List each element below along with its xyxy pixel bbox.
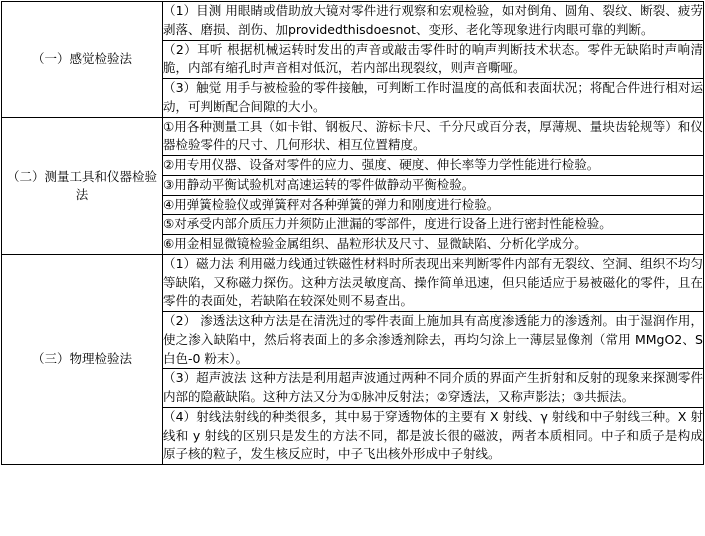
method-item: （3）超声波法 这种方法是利用超声波通过两种不同介质的界面产生折射和反射的现象来探测零件内部的隐蔽缺陷。这种方法又分为①脉冲反射法；②穿透法，又称声影法；③共振法。 [163, 369, 704, 408]
method-item: （1）磁力法 利用磁力线通过铁磁性材料时所表现出来判断零件内部有无裂纹、空洞、组织不均匀等缺陷，又称磁力探伤。这种方法灵敏度高、操作简单迅速，但只能适应于易被磁化的零件，且在零件的表面处，若缺陷在较深处则不易查出。 [163, 254, 704, 311]
category-label: （二）测量工具和仪器检验法 [6, 168, 157, 202]
method-item: （2）耳听 根据机械运转时发出的声音或敲击零件时的响声判断技术状态。零件无缺陷时声响清脆，内部有缩孔时声音相对低沉，若内部出现裂纹，则声音嘶哑。 [163, 40, 704, 79]
method-item: （3）触觉 用手与被检验的零件接触，可判断工作时温度的高低和表面状况；将配合件进行相对运动，可判断配合间隙的大小。 [163, 79, 704, 118]
category-cell-physical [2, 254, 163, 464]
method-item: ④用弹簧检验仪或弹簧秤对各种弹簧的弹力和刚度进行检验。 [163, 195, 704, 215]
category-label: （一）感觉检验法 [31, 51, 132, 67]
table-row [2, 254, 704, 311]
category-cell-measuring [2, 117, 163, 254]
method-item: ⑤对承受内部介质压力并须防止泄漏的零部件，度进行设备上进行密封性能检验。 [163, 215, 704, 235]
table-body [2, 2, 704, 465]
method-item: ②用专用仪器、设备对零件的应力、强度、硬度、伸长率等力学性能进行检验。 [163, 156, 704, 176]
category-label: （三）物理检验法 [31, 351, 132, 367]
inspection-methods-table [1, 1, 704, 465]
table-row [2, 117, 704, 156]
method-item: （1）目测 用眼睛或借助放大镜对零件进行观察和宏观检验，如对倒角、圆角、裂纹、断裂、疲劳剥落、磨损、剖伤、加providedthisdoesnot、变形、老化等现象进行肉眼可靠的判断。 [163, 2, 704, 41]
method-item: ①用各种测量工具（如卡钳、钢板尺、游标卡尺、千分尺或百分表，厚薄规、量块齿轮规等）和仪器检验零件的尺寸、几何形状、相互位置精度。 [163, 117, 704, 156]
method-item: （2） 渗透法这种方法是在清洗过的零件表面上施加具有高度渗透能力的渗透剂。由于湿润作用，使之渗入缺陷中，然后将表面上的多余渗透剂除去，再均匀涂上一薄层显像剂（常用 MMgO2、S 白色-0 粉末）。 [163, 312, 704, 369]
method-item: ⑥用金相显微镜检验金属组织、晶粒形状及尺寸、显微缺陷、分析化学成分。 [163, 235, 704, 255]
category-cell-sensory [2, 2, 163, 118]
table-row [2, 2, 704, 41]
method-item: （4）射线法射线的种类很多，其中易于穿透物体的主要有 X 射线、γ 射线和中子射线三种。X 射线和 y 射线的区别只是发生的方法不同，都是波长很的磁波，两者本质相同。中子和质子是构成原子核的粒子，发生核反应时，中子飞出核外形成中子射线。 [163, 407, 704, 464]
method-item: ③用静动平衡试验机对高速运转的零件做静动平衡检验。 [163, 175, 704, 195]
